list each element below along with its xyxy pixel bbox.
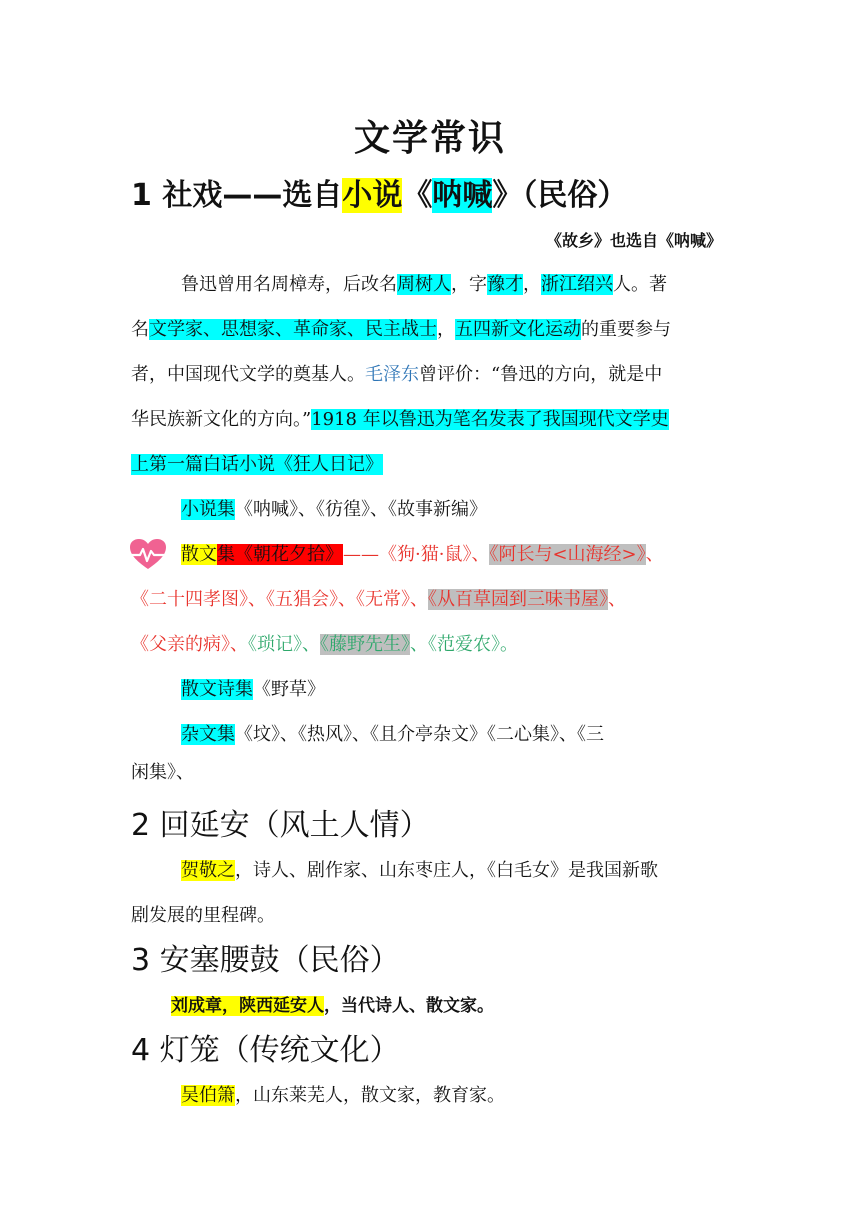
text: 鲁迅曾用名周樟寿，后改名 [181,274,397,295]
paragraph-line [131,262,781,308]
text: 曾评价：“鲁迅的方向，就是中 [419,364,663,385]
text: 者，中国现代文学的奠基人。 [131,364,365,385]
section-4-heading: 4 灯笼（传统文化） [131,1033,400,1068]
paragraph-line [131,442,731,488]
text: 《狗·猫·鼠》、 [379,544,490,565]
paragraph-line [131,307,731,353]
highlight-courtesy-name: 豫才 [487,274,523,295]
highlight-gray: 《从百草园到三味书屋》 [428,589,608,610]
highlight-movement: 五四新文化运动 [455,319,581,340]
highlight-hometown: 浙江绍兴 [541,274,613,295]
highlight-name: 贺敬之 [181,860,235,881]
paragraph-line [131,848,781,894]
paragraph-line [131,893,731,939]
text: ，诗人、剧作家、山东枣庄人，《白毛女》是我国新歌 [235,860,658,881]
section-1-note: 《故乡》也选自《呐喊》 [545,231,722,250]
heading-text: 1 社戏——选自 [131,178,343,213]
text: 、 [608,589,626,610]
highlight-label: 散文诗集 [181,679,253,700]
paragraph-line [131,352,731,398]
text: 《琐记》、 [248,634,320,655]
text: ，字 [451,274,487,295]
section-1-heading [131,174,627,218]
paragraph-line [131,487,781,533]
text: 、《范爱农》。 [410,634,518,655]
paragraph-line [131,1073,781,1119]
paragraph-line [131,622,731,668]
text: 《野草》 [253,679,325,700]
text: 《二十四孝图》、《五猖会》、《无常》、 [131,589,428,610]
highlight-titles: 文学家、思想家、革命家、民主战士 [149,319,437,340]
paragraph-line [131,983,771,1029]
highlight-name: 刘成章，陕西延安人 [171,996,324,1016]
heading-tail: 》（民俗） [492,178,628,213]
highlight-gray: 《藤野先生》 [320,634,410,655]
text: 、 [645,544,664,565]
text: —— [343,544,379,565]
highlight-label: 散文 [181,544,217,565]
heading-bracket: 《 [402,178,433,213]
highlight-1918: 1918 年以鲁迅为笔名发表了我国现代文学史 [311,409,669,430]
paragraph-line [131,532,781,578]
highlight-label: 小说集 [181,499,235,520]
highlight-diary: 上第一篇白话小说《狂人日记》 [131,454,383,475]
blue-name: 毛泽东 [365,364,419,385]
highlight-name: 吴伯箫 [181,1085,235,1106]
highlight-gray: 《阿长与<山海经>》 [489,544,646,565]
text: ，当代诗人、散文家。 [324,996,494,1016]
page-title: 文学常识 [353,118,506,159]
text: 《父亲的病》、 [131,634,248,655]
highlight-nahan: 呐喊 [432,178,493,213]
text: 《坟》、《热风》、《且介亭杂文》《二心集》、《三 [235,724,604,745]
section-2-heading: 2 回延安（风土人情） [131,808,430,843]
text: ， [437,319,455,340]
highlight-novel: 小说 [342,178,403,213]
text: ， [523,274,541,295]
paragraph-line [131,750,731,796]
text: 的重要参与 [581,319,671,340]
text: 名 [131,319,149,340]
text: 剧发展的里程碑。 [131,905,275,926]
text: ，山东莱芜人，散文家，教育家。 [235,1085,505,1106]
text: 闲集》、 [131,762,194,783]
highlight-name: 周树人 [397,274,451,295]
paragraph-line [131,397,731,443]
text: 华民族新文化的方向。” [131,409,312,430]
section-3-heading: 3 安塞腰鼓（民俗） [131,943,400,978]
highlight-label: 杂文集 [181,724,235,745]
text: 人。著 [613,274,667,295]
text: 《呐喊》、《彷徨》、《故事新编》 [235,499,487,520]
paragraph-line [131,667,781,713]
paragraph-line [131,577,731,623]
highlight-red: 集《朝花夕拾》 [217,544,343,565]
